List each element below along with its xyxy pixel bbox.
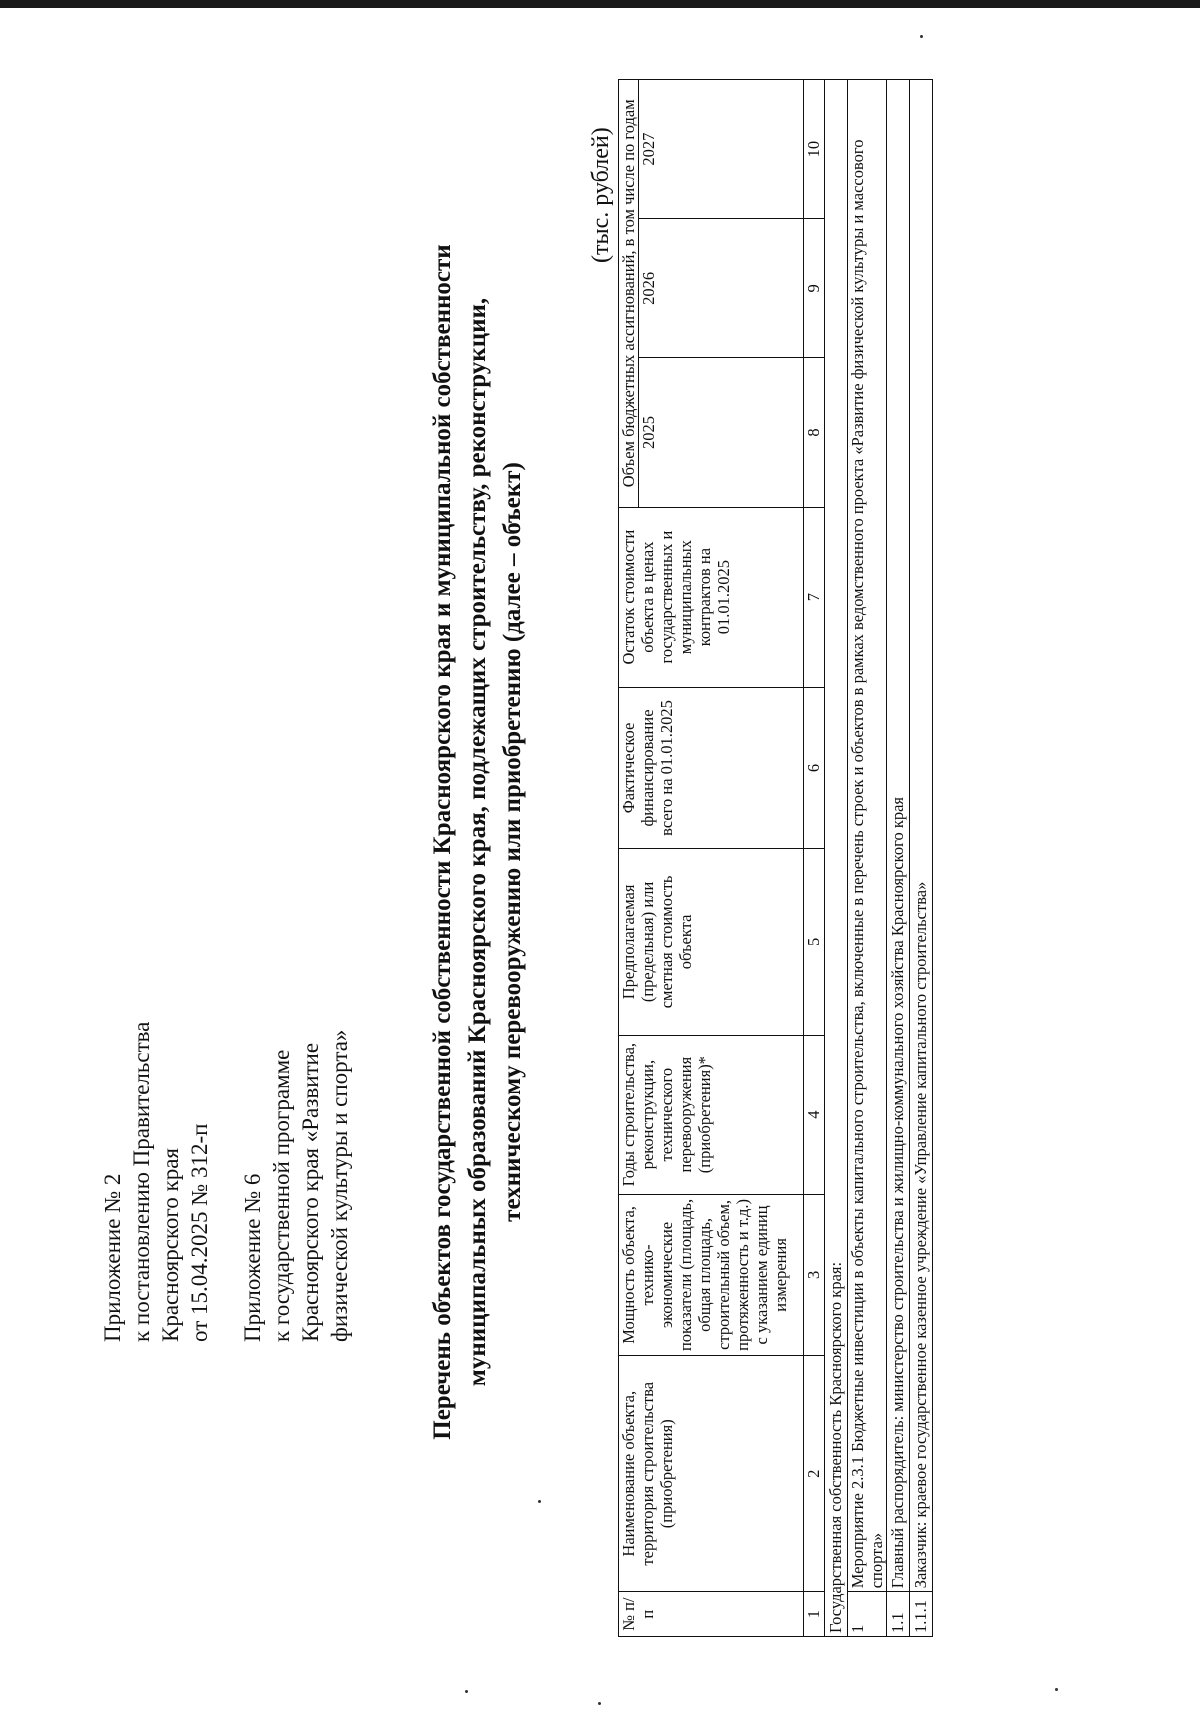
header-budget-group: Объем бюджетных ассигнований, в том числе по годам xyxy=(619,80,639,508)
appendix-6-line: Красноярского края «Развитие xyxy=(298,1042,323,1342)
appendix-6-block xyxy=(238,1030,354,1342)
units-label: (тыс. рублей) xyxy=(588,127,614,263)
row-number: 1 xyxy=(848,1592,887,1637)
header-year-2027: 2027 xyxy=(639,80,804,219)
row-text: Главный распорядитель: министерство строительства и жилищно-коммунального хозяйства Красноярского края xyxy=(887,80,910,1592)
header-year-2026: 2026 xyxy=(639,219,804,358)
column-number: 4 xyxy=(804,1035,825,1194)
objects-table xyxy=(618,79,933,1637)
title-line: техническому перевооружению или приобретению (далее – объект) xyxy=(499,462,526,1222)
appendix-2-line: Красноярского края xyxy=(158,1148,183,1342)
column-number: 3 xyxy=(804,1194,825,1356)
table-row xyxy=(887,80,910,1637)
row-number: 1.1.1 xyxy=(910,1592,933,1637)
document-title xyxy=(425,77,530,1607)
column-number: 6 xyxy=(804,687,825,849)
header-year-2025: 2025 xyxy=(639,358,804,507)
column-number: 10 xyxy=(804,80,825,219)
header-num: № п/п xyxy=(619,1592,804,1637)
table-row xyxy=(848,80,887,1637)
appendix-2-line: от 15.04.2025 № 312-п xyxy=(187,1123,212,1342)
column-number: 1 xyxy=(804,1592,825,1637)
header-years: Годы строительства, реконструкции, технического перевооружения (приобретения)* xyxy=(619,1035,804,1194)
column-number: 9 xyxy=(804,219,825,358)
appendix-2-line: к постановлению Правительства xyxy=(129,1021,154,1342)
section-label: Государственная собственность Красноярского края: xyxy=(825,80,848,1637)
column-number: 5 xyxy=(804,849,825,1035)
header-actual-financing: Фактическое финансирование всего на 01.01.2025 xyxy=(619,687,804,849)
header-capacity: Мощность объекта, технико-экономические показатели (площадь, общая площадь, строительный объем, протяженность и т.д.) с указанием единиц измерения xyxy=(619,1194,804,1356)
column-numbers-row xyxy=(804,80,825,1637)
row-text: Заказчик: краевое государственное казенное учреждение «Управление капитального строительства» xyxy=(910,80,933,1592)
row-number: 1.1 xyxy=(887,1592,910,1637)
title-line: Перечень объектов государственной собственности Красноярского края и муниципальной собственности xyxy=(429,244,456,1440)
header-remaining-cost: Остаток стоимости объекта в ценах государственных и муниципальных контрактов на 01.01.2025 xyxy=(619,507,804,687)
column-number: 7 xyxy=(804,507,825,687)
header-name: Наименование объекта, территория строительства (приобретения) xyxy=(619,1356,804,1592)
title-line: муниципальных образований Красноярского края, подлежащих строительству, реконструкции, xyxy=(464,297,491,1387)
appendix-2-block xyxy=(98,1022,214,1342)
appendix-6-line: к государственной программе xyxy=(269,1049,294,1342)
appendix-6-line: физической культуры и спорта» xyxy=(327,1029,352,1342)
column-number: 2 xyxy=(804,1356,825,1592)
table-row xyxy=(910,80,933,1637)
header-row xyxy=(619,80,639,1637)
appendix-2-line: Приложение № 2 xyxy=(100,1173,125,1342)
header-estimated-cost: Предполагаемая (предельная) или сметная стоимость объекта xyxy=(619,849,804,1035)
section-row xyxy=(825,80,848,1637)
row-text: Мероприятие 2.3.1 Бюджетные инвестиции в объекты капитального строительства, включенные в перечень строек и объектов в рамках ведомственного проекта «Развитие физической культуры и массового спорта» xyxy=(848,80,887,1592)
appendix-6-line: Приложение № 6 xyxy=(240,1173,265,1342)
column-number: 8 xyxy=(804,358,825,507)
